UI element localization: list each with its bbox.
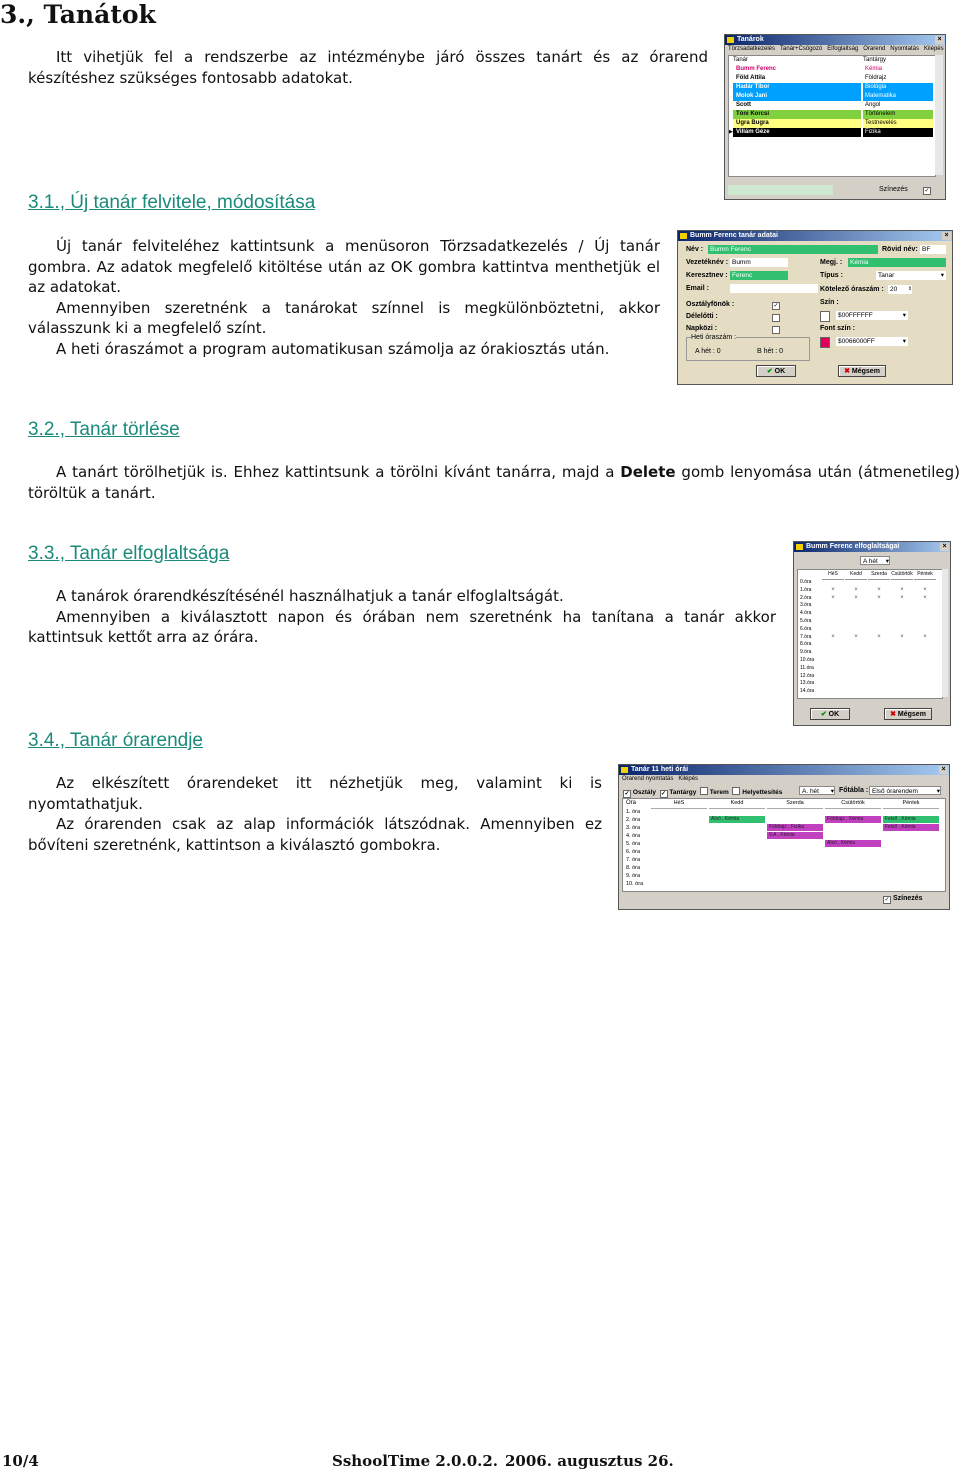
s3-paragraph-2: Amennyiben a kiválasztott napon és órában nem szeretnénk ha tanítana a tanár akkor kattintsuk kettőt arra az órára.: [28, 607, 776, 646]
teacher-row-subject[interactable]: Matematika: [863, 92, 933, 101]
elfog-busy-mark[interactable]: ×: [854, 633, 858, 640]
osztaly-option: Osztály: [632, 789, 656, 796]
vertical-scrollbar[interactable]: [935, 55, 943, 175]
elfog-busy-mark[interactable]: ×: [900, 586, 904, 593]
elfog-hour-label: 0.óra: [800, 579, 812, 585]
kotelezo-oraszam-field[interactable]: [888, 285, 912, 294]
orarend-titlebar: [619, 765, 949, 775]
teacher-row-subject[interactable]: Kémia: [863, 65, 933, 74]
menu-kilepes[interactable]: Kilépés: [678, 776, 699, 782]
font-szin-label: Font szín :: [820, 325, 855, 332]
s1-paragraph-2: Amennyiben szeretnénk a tanárokat színnel is megkülönböztetni, akkor válasszunk ki a megfelelő színt.: [28, 298, 660, 337]
vertical-scrollbar[interactable]: [942, 569, 948, 697]
helyettesites-checkbox[interactable]: [732, 787, 740, 795]
elfoglaltsag-window: [793, 541, 951, 726]
close-icon[interactable]: ×: [935, 36, 944, 44]
footer-page-number: 10/4: [2, 1452, 39, 1470]
font-szin-swatch: [820, 337, 830, 348]
het-select-value: A. hét: [802, 788, 819, 795]
terem-option: Terem: [709, 789, 729, 796]
chevron-down-icon: ▾: [902, 312, 906, 319]
megj-label: Megj. :: [820, 259, 843, 266]
teacher-row-name[interactable]: Hadár Tibor: [733, 83, 861, 92]
megj-field[interactable]: Kémia: [848, 258, 946, 267]
section-heading-3-2: 3.2., Tanár törlése: [28, 419, 180, 440]
elfog-hour-label: 1.óra: [800, 586, 812, 593]
vezeteknev-label: Vezetéknév :: [686, 259, 729, 266]
teacher-row-subject[interactable]: Történelem: [863, 110, 933, 119]
elfog-busy-mark[interactable]: ×: [900, 594, 904, 601]
orarend-grid[interactable]: [622, 798, 946, 892]
ora-column-header: Óra: [626, 800, 637, 806]
megsem-label: Mégsem: [851, 368, 880, 375]
orarend-lesson-cell[interactable]: Felső , Kémia: [883, 816, 939, 823]
het-select[interactable]: [799, 786, 835, 795]
megsem-button[interactable]: [884, 708, 932, 720]
fotabla-select[interactable]: [869, 786, 941, 795]
app-icon: [796, 544, 803, 550]
check-icon: ✔: [766, 368, 773, 375]
section-3-2-text: [28, 462, 960, 503]
adatai-titlebar: [678, 231, 952, 241]
app-icon: [680, 233, 687, 239]
tipus-label: Típus :: [820, 272, 843, 279]
menu-torzsadat[interactable]: Törzsadatkezelés: [728, 46, 776, 52]
szin-select[interactable]: [836, 311, 908, 320]
menu-elfoglaltsag[interactable]: Elfoglaltság: [827, 46, 859, 52]
delelotti-label: Délelőtti :: [686, 313, 718, 320]
tanarok-titlebar: [725, 35, 945, 45]
teacher-row-name[interactable]: Bumm Ferenc: [733, 65, 861, 74]
orarend-lesson-cell[interactable]: Földrajz , Kémia: [825, 816, 881, 823]
orarend-title: Tanár 11 heti órái: [631, 766, 689, 773]
tipus-select[interactable]: [876, 271, 946, 280]
orarend-day-header: HéS: [651, 799, 707, 809]
elfog-hour-label: 4.óra: [800, 610, 812, 617]
elfog-busy-mark[interactable]: ×: [831, 586, 835, 593]
s1-paragraph-3: A heti óraszámot a program automatikusan számolja az órakiosztás után.: [56, 339, 610, 358]
footer-date: 2006. augusztus 26.: [505, 1452, 674, 1470]
s4-paragraph-2: Az órarenden csak az alap információk látszódnak. Amennyiben ez bővíteni szeretnénk, kattintson a kiválasztó gombokra.: [28, 815, 602, 854]
intro-text: [28, 47, 708, 88]
napkozi-checkbox[interactable]: [772, 326, 780, 334]
szinezes-checkbox[interactable]: ✓: [884, 897, 890, 903]
section-3-3-text: [28, 586, 776, 648]
helyettesites-option: Helyettesítés: [742, 789, 783, 796]
elfog-hour-label: 13.óra: [800, 680, 815, 687]
elfog-busy-mark[interactable]: ×: [831, 594, 835, 601]
napkozi-label: Napközi :: [686, 325, 718, 332]
elfog-busy-mark[interactable]: ×: [923, 586, 927, 593]
section-heading-3-1: 3.1., Új tanár felvitele, módosítása: [28, 192, 316, 213]
orarend-lesson-cell[interactable]: Földrajz , Fizika: [767, 824, 823, 831]
tanarok-window: [724, 34, 946, 200]
teacher-row-subject[interactable]: Angol: [863, 101, 933, 110]
row-pointer-icon: ▶: [729, 129, 733, 135]
orarend-lesson-cell[interactable]: Felső , Kémia: [883, 824, 939, 831]
teacher-column-header[interactable]: Tanár: [733, 56, 861, 66]
email-label: Email :: [686, 285, 709, 292]
subject-column-header[interactable]: Tantárgy: [863, 56, 933, 66]
szin-swatch: [820, 311, 830, 322]
vezeteknev-field[interactable]: Bumm: [730, 258, 788, 267]
s3-paragraph-1: A tanárok órarendkészítésénél használhatjuk a tanár elfoglaltságát.: [56, 587, 564, 605]
spinner-icon: ⇕: [907, 286, 912, 292]
close-icon[interactable]: ×: [939, 766, 948, 774]
elfog-hour-label: 6.óra: [800, 625, 812, 632]
szin-label: Szín :: [820, 299, 839, 306]
s2-paragraph-1: [28, 462, 960, 503]
elfog-hour-label: 5.óra: [800, 618, 812, 624]
elfog-busy-mark[interactable]: ×: [877, 594, 881, 601]
tipus-value: Tanar: [878, 272, 895, 279]
megsem-button[interactable]: [838, 365, 886, 377]
elfog-busy-mark[interactable]: ×: [854, 586, 858, 593]
orarend-window: [618, 764, 950, 910]
terem-checkbox[interactable]: [700, 787, 708, 795]
szinezes-label: Színezés: [879, 186, 908, 193]
kotelezo-oraszam-value: 20: [890, 286, 898, 293]
elfog-hour-label: 8.óra: [800, 641, 812, 648]
elfog-busy-mark[interactable]: ×: [831, 633, 835, 640]
keresztnev-field[interactable]: Ferenc: [730, 271, 788, 280]
teacher-row-subject[interactable]: Biológia: [863, 83, 933, 92]
orarend-lesson-cell[interactable]: 9.A , Kémia: [767, 832, 823, 839]
elfog-busy-mark[interactable]: ×: [923, 633, 927, 640]
orarend-hour-label: 7. óra: [626, 857, 641, 863]
chevron-down-icon: ▾: [940, 272, 944, 279]
teacher-row-name[interactable]: Molok Jani: [733, 92, 861, 101]
elfog-hour-label: 12.óra: [800, 672, 815, 679]
elfog-hour-label: 2.óra: [800, 594, 812, 601]
elfoglaltsag-title: Bumm Ferenc elfoglaltságai: [806, 543, 900, 550]
elfog-day-header: HéS: [822, 570, 844, 580]
ok-label: OK: [774, 368, 786, 375]
menu-orarend[interactable]: Órarend: [863, 46, 886, 52]
szin-value: $00FFFFFF: [838, 312, 873, 319]
nev-label: Név :: [686, 246, 704, 253]
teacher-row-name[interactable]: Villám Géze: [733, 128, 861, 137]
orarend-lesson-cell[interactable]: Alsó , Kémia: [709, 816, 765, 823]
orarend-hour-label: 6. óra: [626, 849, 641, 855]
s2-text-c: gomb lenyomása után (átmenetileg) töröltük a tanárt.: [28, 463, 960, 502]
s4-paragraph-1: Az elkészített órarendeket itt nézhetjük meg, valamint ki is nyomtathatjuk.: [28, 774, 602, 813]
teacher-row-subject[interactable]: Földrajz: [863, 74, 933, 83]
section-3-4-text: [28, 773, 602, 855]
chevron-down-icon: ▾: [936, 788, 940, 795]
elfog-day-header: Kedd: [845, 570, 867, 580]
orarend-day-header: Szerda: [767, 799, 823, 809]
s1-paragraph-1: Új tanár felviteléhez kattintsunk a menüsoron Törzsadatkezelés / Új tanár gombra. Az adatok megfelelő kitöltése után az OK gombra kattintva menthetjük el az adatokat.: [28, 237, 660, 296]
cross-icon: ✖: [844, 368, 850, 375]
elfog-day-header: Szerda: [868, 570, 890, 580]
intro-paragraph: Itt vihetjük fel a rendszerbe az intézménybe járó összes tanárt és az órarend készítéshez szükséges fontosabb adatokat.: [28, 48, 708, 87]
elfoglaltsag-titlebar: [794, 542, 950, 552]
chevron-down-icon: ▾: [902, 338, 906, 345]
szinezes-label: Színezés: [893, 895, 923, 902]
keresztnev-label: Keresztnev :: [686, 272, 728, 279]
elfog-hour-label: 11.óra: [800, 664, 814, 671]
osztaly-checkbox[interactable]: ✓: [624, 791, 630, 797]
chevron-down-icon: ▾: [830, 788, 834, 795]
orarend-day-header: Csütörtök: [825, 799, 881, 809]
orarend-hour-label: 4. óra: [626, 833, 641, 839]
check-icon: ✔: [820, 711, 827, 718]
teacher-row-subject[interactable]: Testnevelés: [863, 119, 933, 128]
app-icon: [621, 767, 628, 773]
chevron-down-icon: ▾: [885, 558, 889, 565]
nev-field[interactable]: Bumm Ferenc: [708, 245, 878, 254]
teacher-row-name[interactable]: Scott: [733, 101, 861, 110]
elfog-hour-label: 9.óra: [800, 649, 812, 656]
font-szin-value: $0066000FF: [838, 338, 875, 345]
tantargy-option: Tantárgy: [669, 789, 697, 796]
rovid-nev-field[interactable]: BF: [920, 245, 946, 254]
orarend-hour-label: 8. óra: [626, 865, 641, 871]
ok-label: OK: [828, 711, 840, 718]
menu-kilepes[interactable]: Kilépés: [923, 46, 944, 52]
orarend-hour-label: 5. óra: [626, 841, 641, 847]
kotelezo-oraszam-label: Kötelező óraszám :: [820, 286, 884, 293]
elfog-busy-mark[interactable]: ×: [877, 633, 881, 640]
elfog-busy-mark[interactable]: ×: [854, 594, 858, 601]
het-select-value: A hét: [863, 558, 878, 565]
het-select[interactable]: [860, 556, 890, 565]
b-het-value: B hét : 0: [757, 348, 784, 355]
display-options: [623, 786, 782, 797]
elfog-busy-mark[interactable]: ×: [923, 594, 927, 601]
elfog-hour-label: 7.óra: [800, 633, 812, 640]
heti-oraszam-label: Heti óraszám :: [691, 334, 737, 341]
orarend-day-header: Kedd: [709, 799, 765, 809]
fotabla-label: Főtábla :: [839, 787, 869, 794]
app-icon: [727, 37, 734, 43]
teacher-row-name[interactable]: Ugra Bugra: [733, 119, 861, 128]
teacher-row-name[interactable]: Föld Attila: [733, 74, 861, 83]
tantargy-checkbox[interactable]: ✓: [661, 791, 667, 797]
orarend-hour-label: 10. óra: [626, 881, 644, 887]
teacher-row-subject[interactable]: Fizika: [863, 128, 933, 137]
orarend-menubar: [619, 775, 949, 784]
page-title: 3., Tanátok: [0, 0, 156, 29]
elfog-busy-mark[interactable]: ×: [900, 633, 904, 640]
ok-button[interactable]: [810, 708, 850, 720]
teacher-row-name[interactable]: Tóni Korcsi: [733, 110, 861, 119]
s2-text-a: A tanárt törölhetjük is. Ehhez kattintsunk a törölni kívánt tanárra, majd a: [56, 463, 621, 481]
ok-button[interactable]: [756, 365, 796, 377]
elfog-hour-label: 10.óra: [800, 657, 815, 663]
orarend-hour-label: 2. óra: [626, 817, 641, 823]
close-icon[interactable]: ×: [940, 543, 949, 551]
adatai-title: Bumm Ferenc tanár adatai: [690, 232, 778, 239]
tanarok-menubar: [725, 45, 945, 54]
osztalyfonok-checkbox[interactable]: ✓: [773, 303, 779, 309]
orarend-lesson-cell[interactable]: Alsó , Kémia: [825, 840, 881, 847]
teacher-list[interactable]: [728, 55, 936, 177]
tanarok-title: Tanárok: [737, 36, 764, 43]
section-heading-3-4: 3.4., Tanár órarendje: [28, 730, 203, 751]
megsem-label: Mégsem: [897, 711, 926, 718]
tanar-adatai-window: [677, 230, 953, 385]
menu-tanar-csogozo[interactable]: Tanár+Csögozó: [780, 46, 823, 52]
footer-app-version: SshoolTime 2.0.0.2.: [332, 1452, 499, 1470]
elfog-hour-label: 14.óra: [800, 688, 815, 695]
section-3-1-text: [28, 236, 660, 359]
orarend-day-header: Péntek: [883, 799, 939, 809]
elfog-hour-label: 3.óra: [800, 602, 812, 609]
osztalyfonok-label: Osztályfönök :: [686, 301, 735, 308]
close-icon[interactable]: ×: [942, 232, 951, 240]
rovid-nev-label: Rövid név:: [882, 246, 918, 253]
orarend-hour-label: 3. óra: [626, 825, 641, 831]
menu-nyomtatas[interactable]: Nyomtatás: [890, 46, 919, 52]
delelotti-checkbox[interactable]: [772, 314, 780, 322]
color-preview-bar: [728, 185, 833, 195]
elfoglaltsag-grid[interactable]: [797, 569, 943, 699]
cross-icon: ✖: [890, 711, 896, 718]
orarend-hour-label: 9. óra: [626, 873, 641, 879]
orarend-hour-label: 1. óra: [626, 809, 641, 815]
email-field[interactable]: [730, 284, 818, 293]
elfog-day-header: Péntek: [914, 570, 936, 580]
elfog-busy-mark[interactable]: ×: [877, 586, 881, 593]
section-heading-3-3: 3.3., Tanár elfoglaltsága: [28, 543, 230, 564]
heti-oraszam-group: [686, 334, 810, 361]
elfog-day-header: Csütörtök: [891, 570, 913, 580]
szinezes-checkbox[interactable]: ✓: [924, 188, 930, 194]
fotabla-value: Első órarendem: [872, 788, 918, 795]
menu-orarend-nyomtatas[interactable]: Órarend nyomtatás: [622, 776, 674, 782]
a-het-value: A hét : 0: [695, 348, 721, 355]
font-szin-select[interactable]: [836, 337, 908, 346]
delete-key-label: Delete: [620, 463, 676, 481]
